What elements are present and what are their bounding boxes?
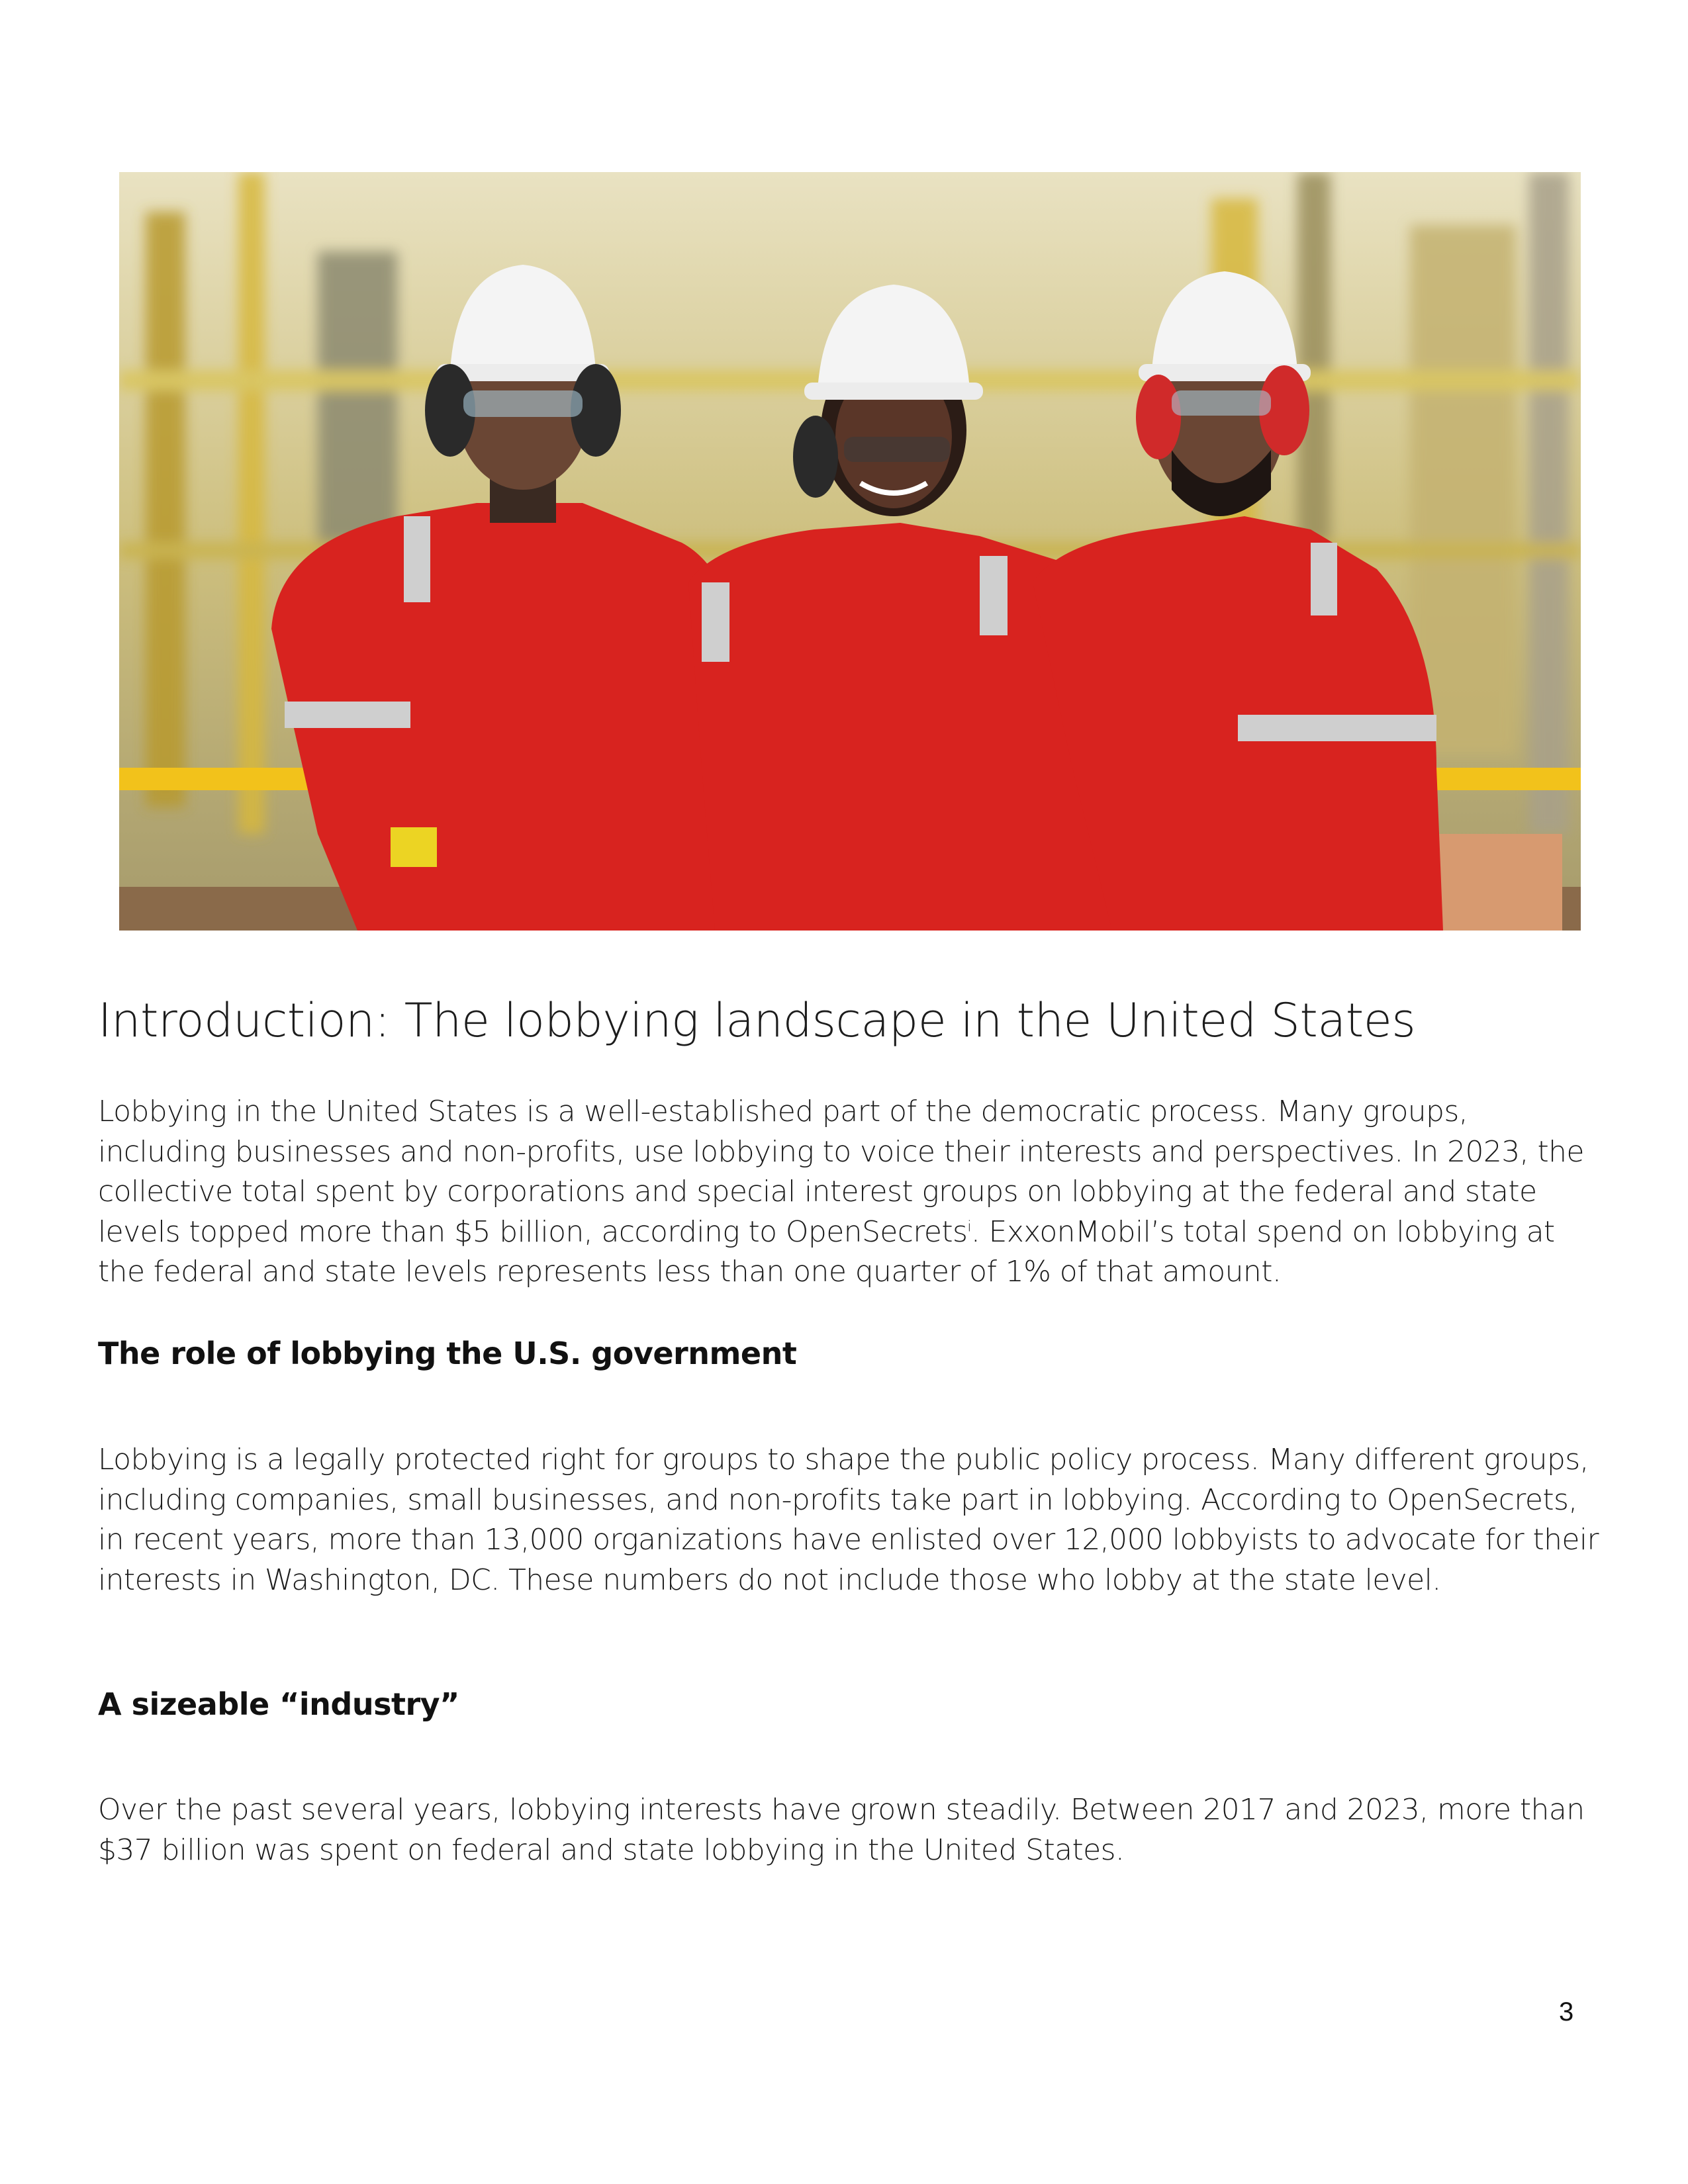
paragraph-line: Over the past several years, lobbying interests have grown steadily. Between 2017 and 2023, more than [98,1793,1585,1827]
paragraph-line: Lobbying is a legally protected right for groups to shape the public policy process. Many different groups, [98,1443,1589,1477]
intro-line: Lobbying in the United States is a well-established part of the democratic process. Many groups, [98,1095,1468,1128]
page-number: 3 [1559,1997,1574,2026]
footnote-marker[interactable]: i [967,1218,971,1235]
intro-line-text: levels topped more than $5 billion, according to OpenSecrets [98,1214,968,1249]
page-title: Introduction: The lobbying landscape in the United States [98,993,1416,1048]
section-heading: The role of lobbying the U.S. government [98,1336,797,1371]
intro-line-text: . ExxonMobil’s total spend on lobbying at [970,1214,1555,1249]
intro-line: including businesses and non-profits, use lobbying to voice their interests and perspectives. In 2023, the [98,1134,1584,1169]
paragraph-line: interests in Washington, DC. These numbers do not include those who lobby at the state level. [98,1563,1441,1597]
section-heading: A sizeable “industry” [98,1686,459,1722]
section-industry [98,1684,1581,1724]
paragraph-line: in recent years, more than 13,000 organizations have enlisted over 12,000 lobbyists to advocate for their [98,1523,1599,1557]
intro-line: the federal and state levels represents less than one quarter of 1% of that amount. [98,1255,1282,1289]
section-lobbying-role [98,1334,1581,1373]
section-lobbying-role-paragraph [98,1440,1599,1600]
paragraph-line: including companies, small businesses, and non-profits take part in lobbying. According to OpenSecrets, [98,1482,1577,1517]
paragraph-line: $37 billion was spent on federal and state lobbying in the United States. [98,1833,1125,1867]
intro-section [98,993,1581,1048]
intro-line [98,1212,1581,1253]
hero-photo [119,172,1581,931]
photo-three-workers-icon [119,172,1581,931]
intro-line: collective total spent by corporations and special interest groups on lobbying at the federal and state [98,1175,1537,1208]
intro-paragraph [98,1092,1584,1293]
section-industry-paragraph [98,1790,1585,1870]
